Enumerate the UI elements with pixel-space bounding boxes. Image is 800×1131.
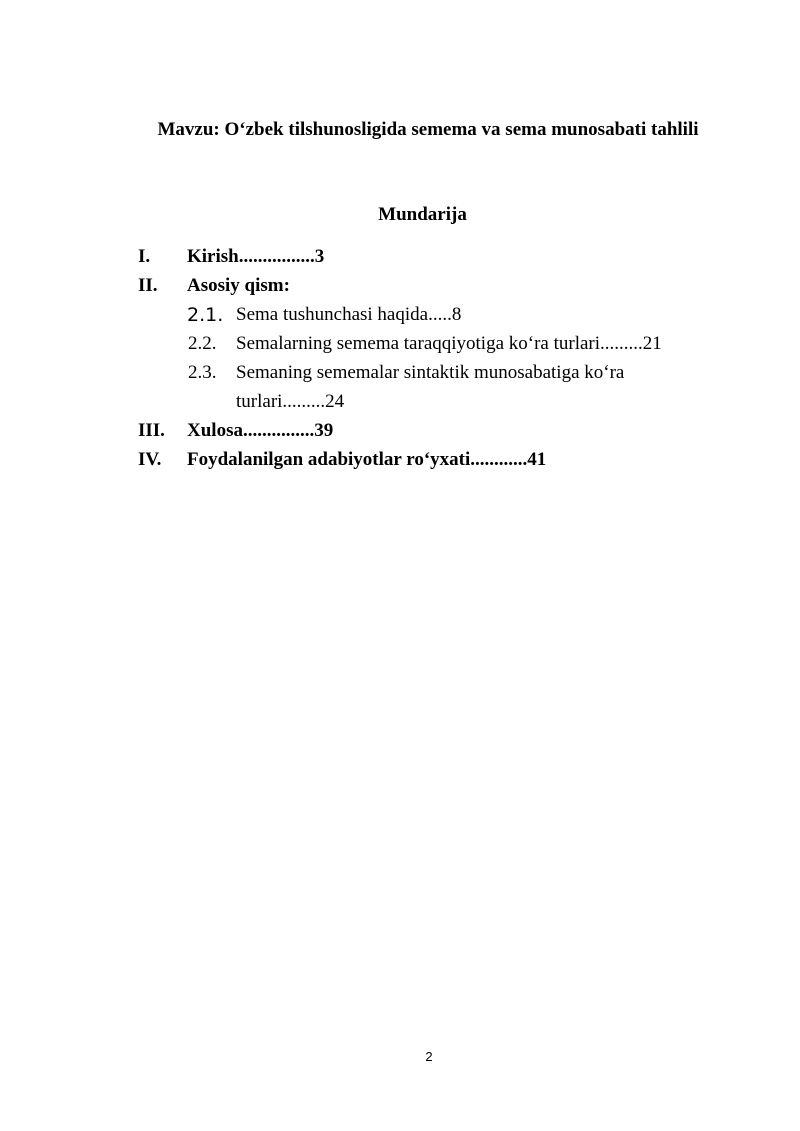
table-of-contents — [138, 244, 758, 476]
toc-subitem-title: Sema tushunchasi haqida.....8 — [236, 304, 462, 325]
toc-subitem-2-2 — [138, 331, 758, 360]
toc-item-number: II. — [138, 275, 158, 296]
toc-item-main-part — [138, 273, 758, 302]
toc-subitem-2-3-continuation — [138, 389, 758, 418]
toc-item-title: Asosiy qism: — [187, 275, 290, 296]
toc-subitem-title-continuation: turlari.........24 — [236, 391, 345, 412]
toc-subitem-number: 2.2. — [188, 333, 217, 354]
toc-item-conclusion — [138, 418, 758, 447]
toc-subitem-2-1 — [138, 302, 758, 331]
document-topic: Mavzu: O‘zbek tilshunosligida semema va sema munosabati tahlili — [157, 119, 699, 140]
toc-item-title: Xulosa...............39 — [187, 420, 334, 441]
toc-subitem-title: Semalarning semema taraqqiyotiga ko‘ra turlari.........21 — [236, 333, 662, 354]
toc-item-number: III. — [138, 420, 165, 441]
toc-subitem-number: 2.3. — [188, 362, 217, 383]
toc-item-number: IV. — [138, 449, 162, 470]
toc-item-title: Kirish................3 — [187, 246, 325, 267]
page-number: 2 — [425, 1049, 433, 1064]
toc-item-introduction — [138, 244, 758, 273]
toc-subitem-2-3 — [138, 360, 758, 389]
toc-item-title: Foydalanilgan adabiyotlar ro‘yxati............41 — [187, 449, 547, 470]
toc-item-number: I. — [138, 246, 151, 267]
toc-subitem-number: 2.1. — [187, 304, 224, 326]
toc-heading: Mundarija — [378, 204, 467, 225]
toc-item-references — [138, 447, 758, 476]
toc-subitem-title: Semaning sememalar sintaktik munosabatiga ko‘ra — [236, 362, 625, 383]
